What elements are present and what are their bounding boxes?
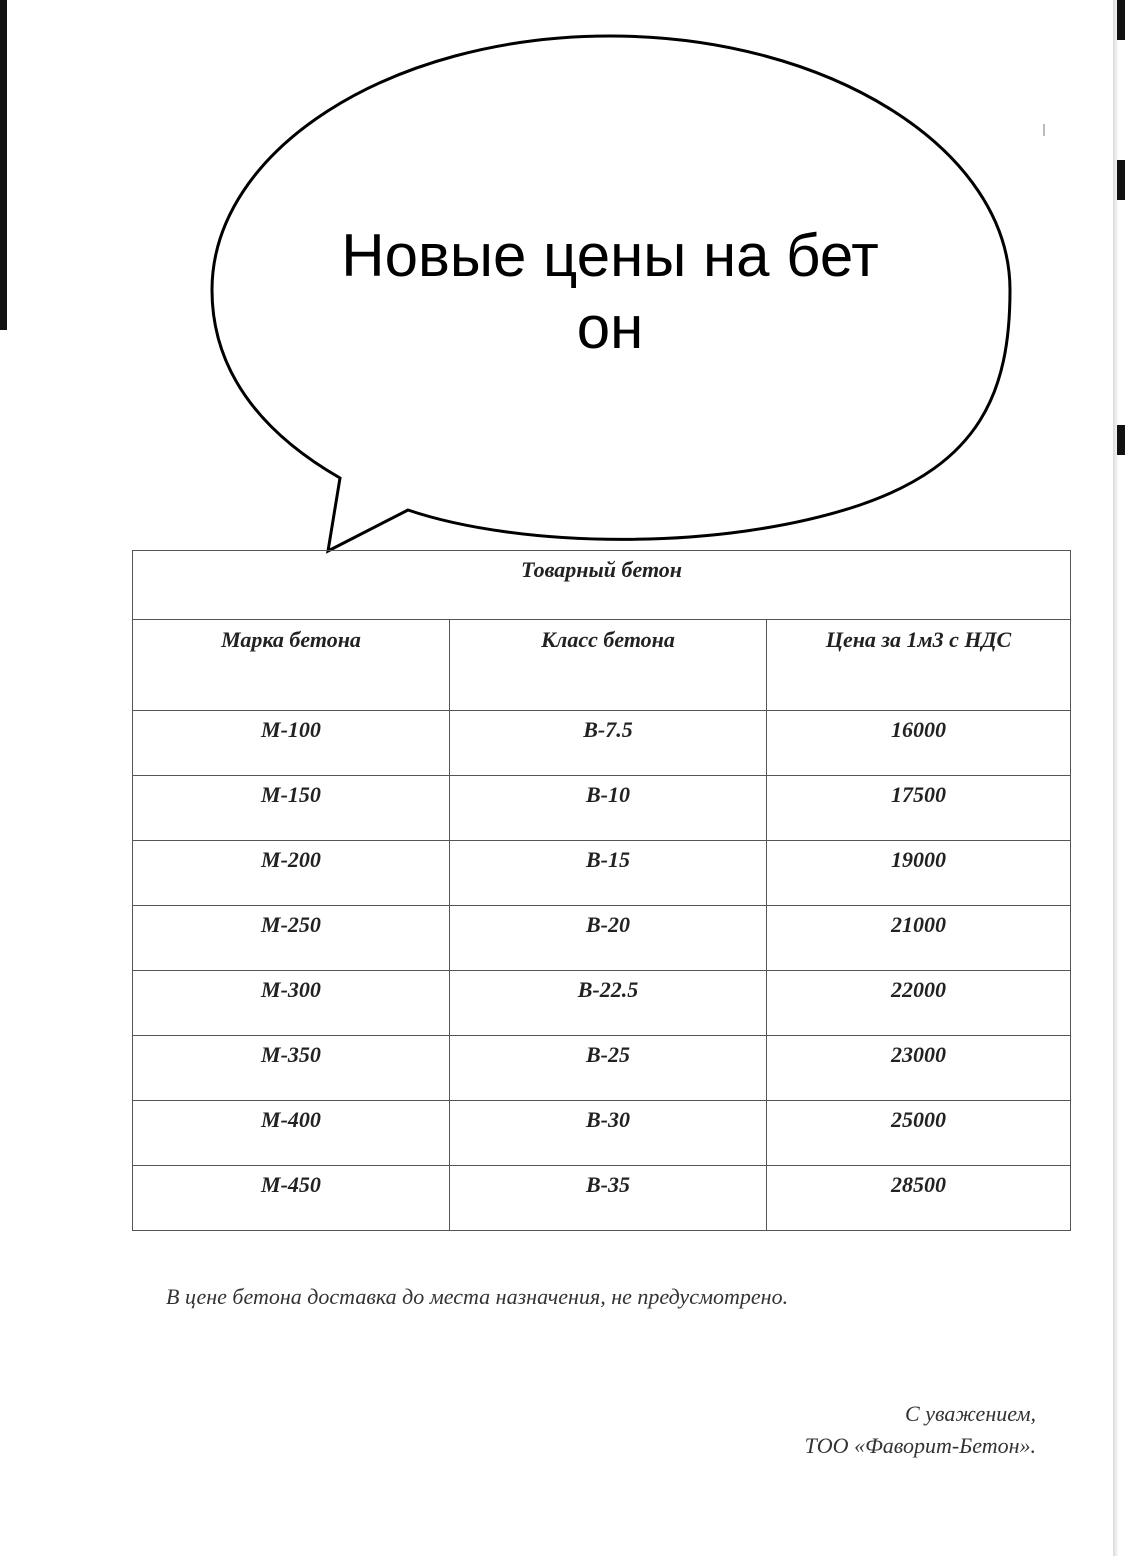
table-row [133,971,1071,1036]
table-row [133,906,1071,971]
signature-block [700,1398,1036,1462]
cell-price: 23000 [767,1036,1071,1101]
cell-grade: М-350 [133,1036,450,1101]
table-row [133,776,1071,841]
cell-class: В-10 [450,776,767,841]
cell-price: 19000 [767,841,1071,906]
bubble-title: Новые цены на бет он [341,222,879,361]
table-row [133,1166,1071,1231]
cell-class: В-30 [450,1101,767,1166]
cell-class: В-25 [450,1036,767,1101]
cell-grade: М-150 [133,776,450,841]
price-table [132,550,1071,1231]
signature-greeting: С уважением, [905,1401,1036,1426]
cell-grade: М-250 [133,906,450,971]
table-row [133,841,1071,906]
signature-company: ТОО «Фаворит-Бетон». [804,1433,1036,1458]
header-price: Цена за 1м3 с НДС [767,620,1071,711]
cell-grade: М-100 [133,711,450,776]
cell-price: 16000 [767,711,1071,776]
table-header-row [133,620,1071,711]
cell-class: В-22.5 [450,971,767,1036]
cell-price: 22000 [767,971,1071,1036]
cell-price: 28500 [767,1166,1071,1231]
cell-class: В-20 [450,906,767,971]
table-title: Товарный бетон [133,551,1071,620]
cell-price: 25000 [767,1101,1071,1166]
cell-price: 17500 [767,776,1071,841]
cell-class: В-15 [450,841,767,906]
cell-price: 21000 [767,906,1071,971]
cell-grade: М-450 [133,1166,450,1231]
delivery-note: В цене бетона доставка до места назначения, не предусмотрено. [166,1284,789,1309]
cell-grade: М-200 [133,841,450,906]
cell-grade: М-300 [133,971,450,1036]
cell-class: В-35 [450,1166,767,1231]
cell-class: В-7.5 [450,711,767,776]
cell-grade: М-400 [133,1101,450,1166]
table-row [133,1101,1071,1166]
header-grade: Марка бетона [133,620,450,711]
header-class: Класс бетона [450,620,767,711]
table-row [133,1036,1071,1101]
table-row [133,711,1071,776]
